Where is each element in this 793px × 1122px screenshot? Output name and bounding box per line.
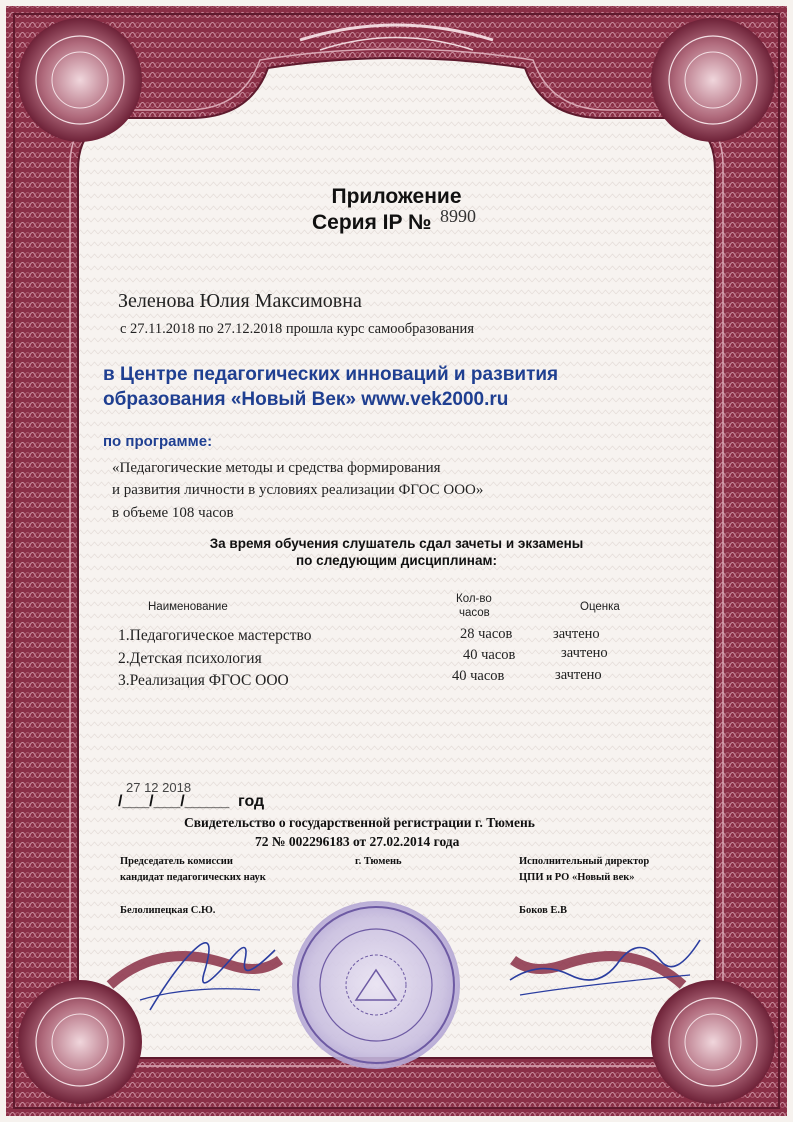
col-header-hours-2: часов — [459, 607, 490, 619]
signing-city: г. Тюмень — [355, 856, 402, 867]
exams-heading-line2: по следующим дисциплинам: — [296, 553, 497, 568]
right-signer-name: Боков Е.В — [519, 905, 568, 916]
official-stamp — [292, 901, 460, 1069]
corner-ornament-top-right — [651, 18, 775, 142]
registration-line1: Свидетельство о государственной регистрации г. Тюмень — [184, 815, 535, 830]
table-row-2-name: 2.Детская психология — [118, 650, 262, 667]
date-suffix: год — [238, 793, 265, 810]
table-row-2-hours: 40 часов — [463, 647, 516, 663]
table-row-1-name: 1.Педагогическое мастерство — [118, 627, 312, 644]
program-volume: в объеме 108 часов — [112, 505, 234, 521]
page-title: Приложение — [331, 185, 462, 208]
center-name-line1: в Центре педагогических инноваций и развития — [103, 364, 559, 385]
right-signer-title2: ЦПИ и РО «Новый век» — [519, 872, 635, 883]
program-label: по программе: — [103, 433, 213, 450]
table-row-3-name: 3.Реализация ФГОС ООО — [118, 672, 289, 689]
table-row-1-hours: 28 часов — [460, 626, 513, 642]
program-title-line2: и развития личности в условиях реализации ФГОС ООО» — [112, 482, 484, 498]
recipient-name: Зеленова Юлия Максимовна — [118, 290, 362, 312]
table-row-1-grade: зачтено — [553, 626, 600, 642]
study-period: с 27.11.2018 по 27.12.2018 прошла курс самообразования — [120, 321, 474, 337]
left-signer-title2: кандидат педагогических наук — [120, 872, 266, 883]
table-row-3-hours: 40 часов — [452, 668, 505, 684]
series-number: 8990 — [440, 206, 476, 226]
exams-heading-line1: За время обучения слушатель сдал зачеты и экзамены — [209, 536, 584, 551]
series-label: Серия IP № — [312, 211, 432, 234]
corner-ornament-bottom-right — [651, 980, 775, 1104]
registration-line2: 72 № 002296183 от 27.02.2014 года — [255, 834, 460, 849]
program-title-line1: «Педагогические методы и средства формирования — [112, 460, 441, 476]
right-signer-title1: Исполнительный директор — [519, 856, 650, 867]
corner-ornament-bottom-left — [18, 980, 142, 1104]
left-signer-title1: Председатель комиссии — [120, 856, 233, 867]
date-filled: 27 12 2018 — [126, 780, 192, 795]
col-header-grade: Оценка — [580, 601, 620, 613]
left-signer-name: Белолипецкая С.Ю. — [120, 905, 216, 916]
corner-ornament-top-left — [18, 18, 142, 142]
center-name-line2: образования «Новый Век» www.vek2000.ru — [103, 389, 509, 410]
table-row-2-grade: зачтено — [561, 645, 608, 661]
col-header-hours-1: Кол-во — [456, 593, 492, 605]
date-template: /___/___/_____ — [118, 793, 230, 810]
table-row-3-grade: зачтено — [555, 667, 602, 683]
col-header-name: Наименование — [148, 601, 228, 613]
